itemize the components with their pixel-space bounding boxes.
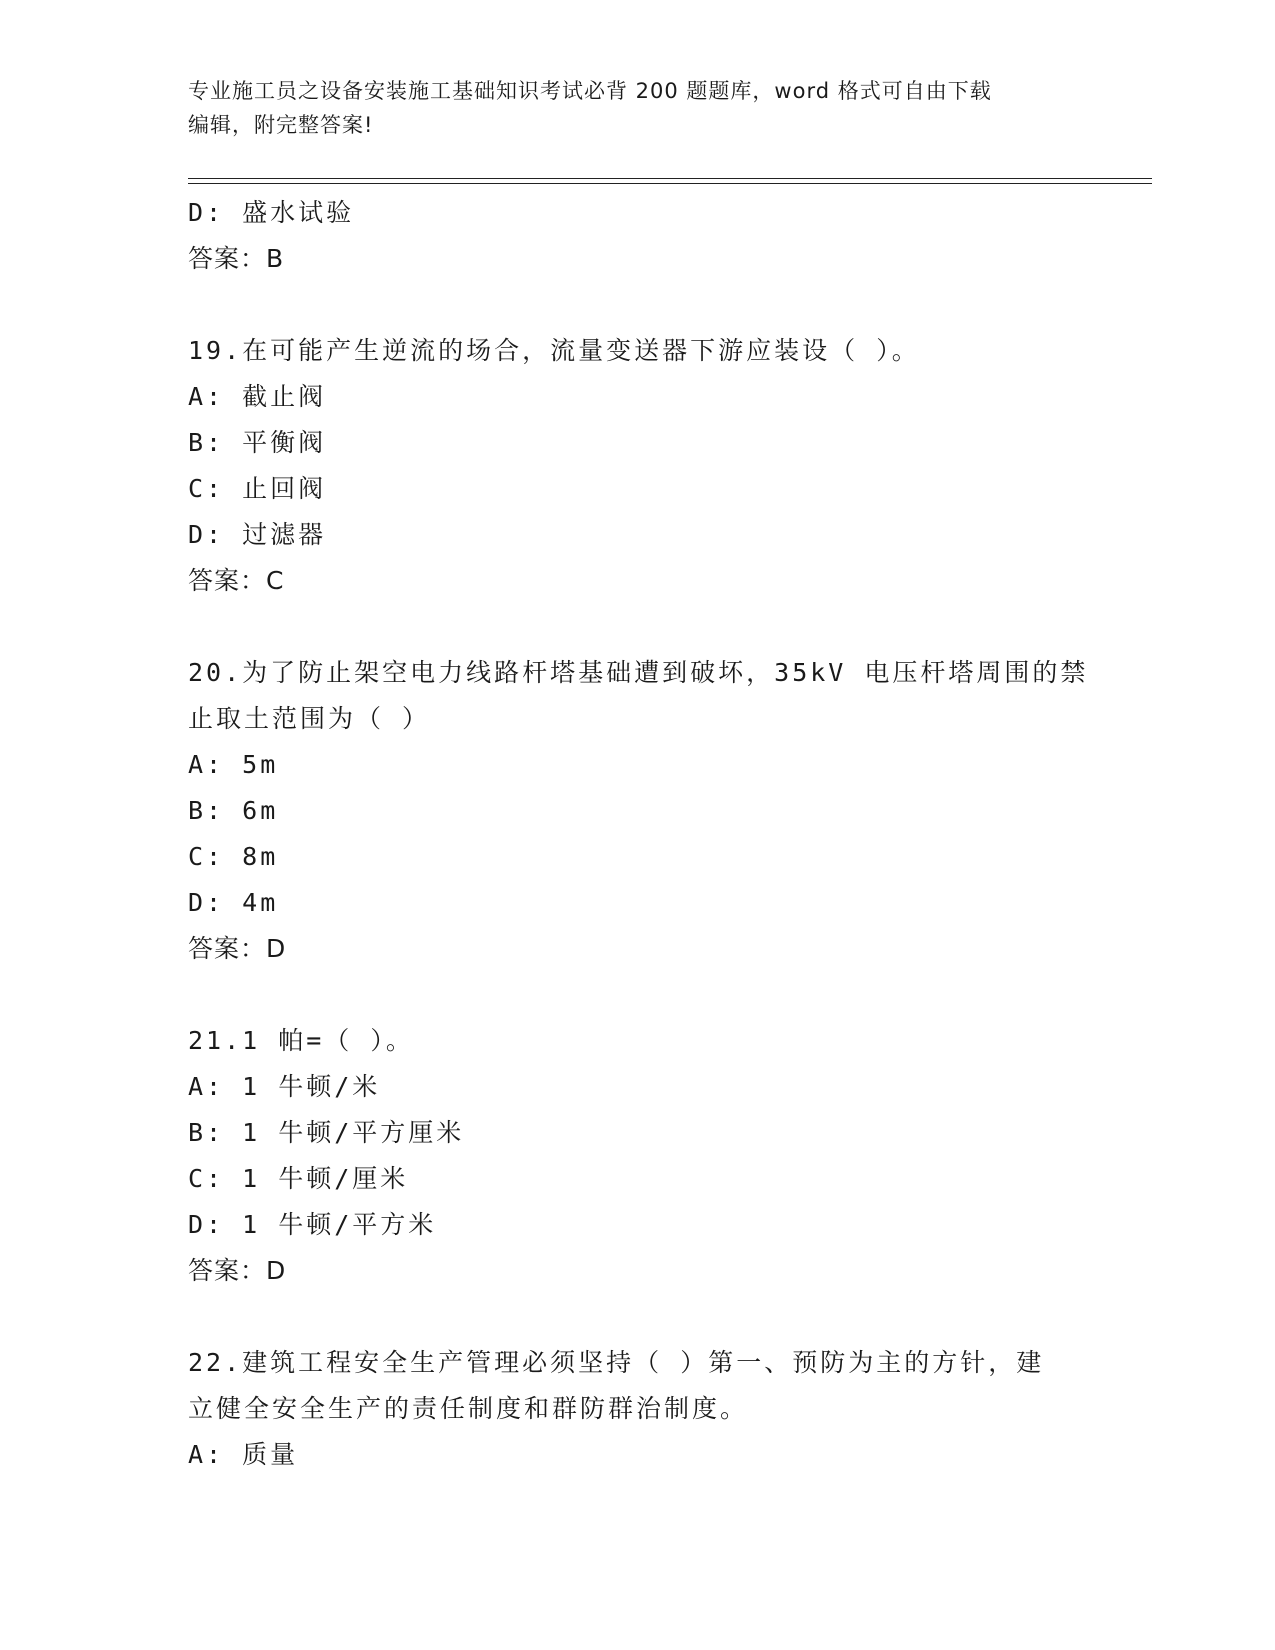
question-19 — [188, 328, 1088, 604]
question-20-option-d: D: 4m — [188, 888, 279, 917]
question-20-stem-line-2: 止取土范围为（ ） — [188, 704, 431, 733]
question-21-option-d: D: 1 牛顿/平方米 — [188, 1210, 437, 1239]
question-list — [188, 190, 1088, 1478]
question-22 — [188, 1340, 1088, 1478]
question-20-stem-line-1: 20.为了防止架空电力线路杆塔基础遭到破坏，35kV 电压杆塔周围的禁 — [188, 658, 1089, 687]
question-21-option-c: C: 1 牛顿/厘米 — [188, 1164, 409, 1193]
question-19-option-a: A: 截止阀 — [188, 382, 327, 411]
question-19-option-d: D: 过滤器 — [188, 520, 327, 549]
header-rule-bottom — [188, 183, 1152, 184]
question-22-option-a: A: 质量 — [188, 1440, 299, 1469]
question-21-stem: 21.1 帕=（ ）。 — [188, 1026, 414, 1055]
question-21 — [188, 1018, 1088, 1294]
question-21-option-a: A: 1 牛顿/米 — [188, 1072, 381, 1101]
question-20 — [188, 650, 1088, 972]
question-22-stem-line-1: 22.建筑工程安全生产管理必须坚持（ ）第一、预防为主的方针，建 — [188, 1348, 1045, 1377]
question-19-stem: 19.在可能产生逆流的场合，流量变送器下游应装设（ ）。 — [188, 336, 920, 365]
question-20-option-c: C: 8m — [188, 842, 279, 871]
question-20-answer: 答案：D — [188, 934, 287, 963]
prev-answer: 答案：B — [188, 244, 285, 273]
question-19-option-c: C: 止回阀 — [188, 474, 327, 503]
question-21-answer: 答案：D — [188, 1256, 287, 1285]
document-header — [188, 74, 1088, 142]
question-21-option-b: B: 1 牛顿/平方厘米 — [188, 1118, 465, 1147]
spacer — [188, 1294, 1088, 1340]
header-rule-top — [188, 178, 1152, 179]
question-20-option-b: B: 6m — [188, 796, 279, 825]
question-19-option-b: B: 平衡阀 — [188, 428, 327, 457]
spacer — [188, 604, 1088, 650]
question-22-stem-line-2: 立健全安全生产的责任制度和群防群治制度。 — [188, 1394, 749, 1423]
prev-option-d: D: 盛水试验 — [188, 198, 355, 227]
question-19-answer: 答案：C — [188, 566, 285, 595]
question-20-option-a: A: 5m — [188, 750, 279, 779]
spacer — [188, 972, 1088, 1018]
spacer — [188, 282, 1088, 328]
header-line-1: 专业施工员之设备安装施工基础知识考试必背 200 题题库，word 格式可自由下载 — [188, 79, 992, 103]
header-line-2: 编辑，附完整答案! — [188, 113, 374, 137]
